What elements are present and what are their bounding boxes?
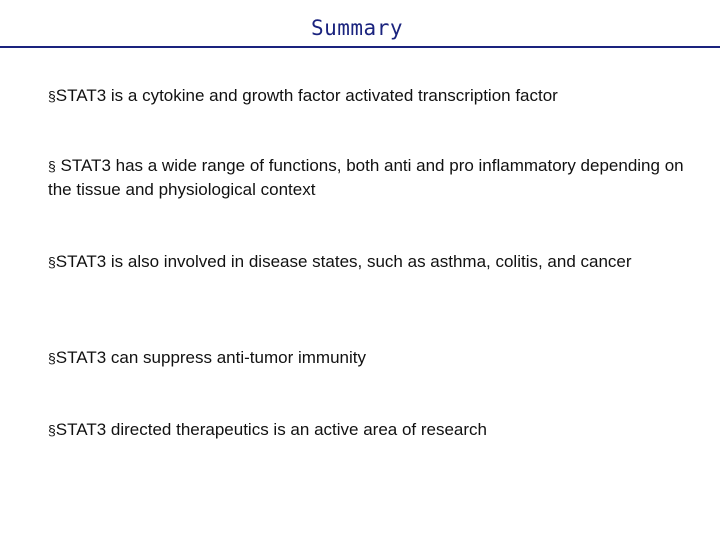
bullet-text: STAT3 is a cytokine and growth factor activated transcription factor	[55, 86, 558, 105]
bullet-item	[48, 250, 688, 274]
bullet-text: STAT3 is also involved in disease states, such as asthma, colitis, and cancer	[55, 252, 632, 271]
bullet-text: STAT3 directed therapeutics is an active area of research	[55, 420, 487, 439]
bullet-item	[48, 346, 688, 370]
bullet-text: STAT3 can suppress anti-tumor immunity	[55, 348, 366, 367]
slide-title: Summary	[310, 16, 403, 40]
bullet-marker: §	[48, 350, 56, 366]
bullet-text: STAT3 has a wide range of functions, both anti and pro inflammatory depending on the tissue and physiological context	[48, 156, 684, 199]
bullet-marker: §	[48, 88, 56, 104]
bullet-item	[48, 84, 688, 108]
bullet-marker: §	[48, 422, 56, 438]
bullet-item	[48, 154, 688, 202]
bullet-marker: §	[48, 158, 56, 174]
bullet-item	[48, 418, 688, 442]
title-divider	[0, 46, 720, 48]
bullet-marker: §	[48, 254, 56, 270]
